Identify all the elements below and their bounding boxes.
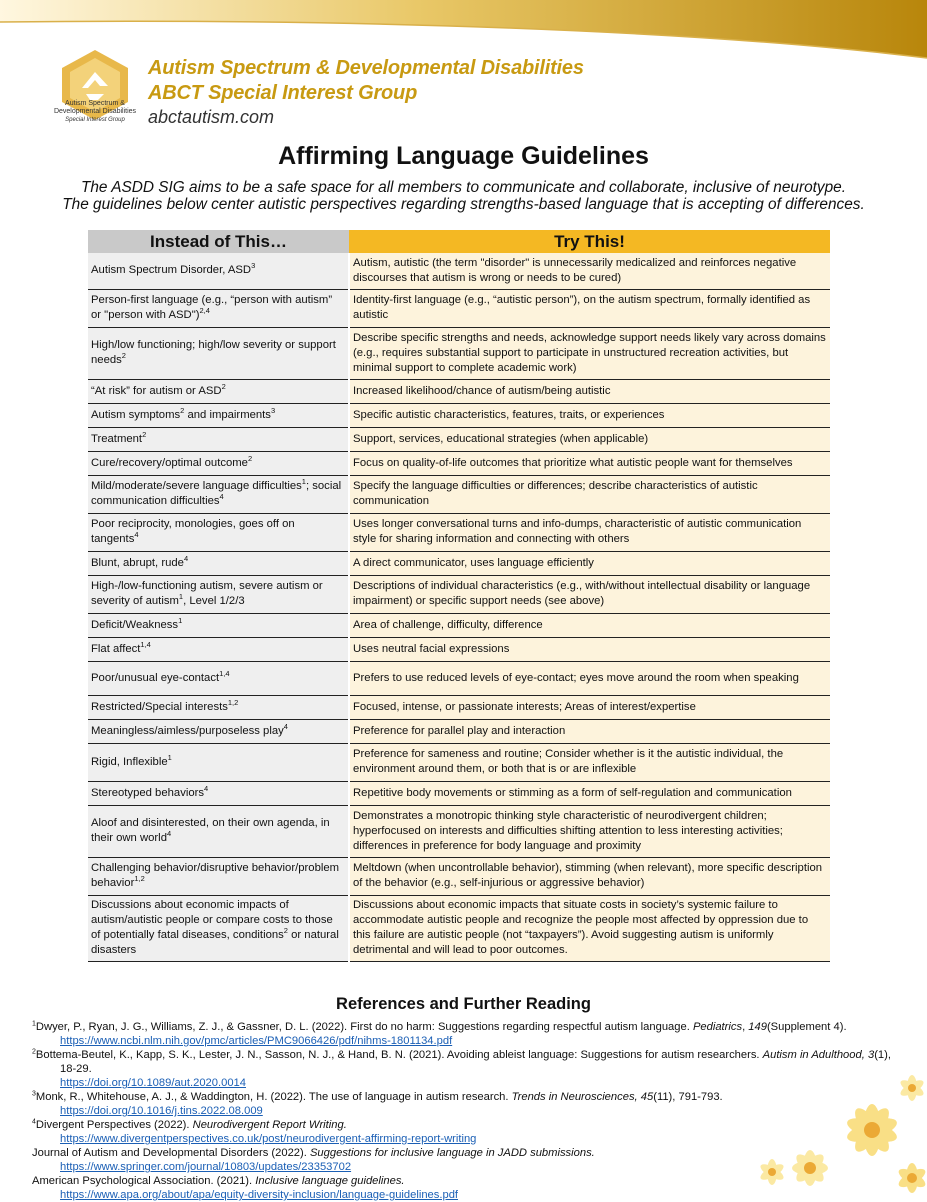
table-row	[88, 327, 830, 379]
table-row	[88, 719, 830, 743]
instead-cell	[88, 637, 349, 661]
try-cell: Preference for parallel play and interaction	[349, 719, 830, 743]
instead-cell	[88, 551, 349, 575]
try-cell: Specify the language difficulties or differences; describe characteristics of autistic communication	[349, 475, 830, 513]
column-header-instead: Instead of This…	[88, 230, 349, 253]
try-cell: A direct communicator, uses language efficiently	[349, 551, 830, 575]
table-row	[88, 403, 830, 427]
reference-superscript: 4	[166, 829, 172, 839]
instead-cell	[88, 857, 349, 895]
try-cell: Identity-first language (e.g., “autistic person”), on the autism spectrum, formally identified as autistic	[349, 289, 830, 327]
instead-text: Person-first language (e.g., “person with autism” or "person with ASD")	[91, 294, 333, 321]
table-row	[88, 513, 830, 551]
try-cell: Increased likelihood/chance of autism/being autistic	[349, 379, 830, 403]
reference-superscript: 2	[180, 405, 185, 415]
reference-item	[32, 1020, 892, 1048]
try-cell: Autism, autistic (the term "disorder" is unnecessarily medicalized and reinforces negative discourses that autism is wrong or needs to be cured)	[349, 253, 830, 289]
reference-details: (11), 791-793.	[653, 1091, 723, 1103]
try-cell: Preference for sameness and routine; Consider whether is it the autistic individual, the environment around them, or both that is or are inflexible	[349, 743, 830, 781]
try-cell: Descriptions of individual characteristics (e.g., with/without intellectual disability or language impairment) or specific support needs (see above)	[349, 575, 830, 613]
reference-text: American Psychological Association. (2021).	[32, 1175, 256, 1187]
instead-cell	[88, 427, 349, 451]
reference-source: Inclusive language guidelines.	[255, 1175, 405, 1187]
reference-link[interactable]: https://www.apa.org/about/apa/equity-diversity-inclusion/language-guidelines.pdf	[60, 1189, 459, 1201]
page-title: Affirming Language Guidelines	[278, 142, 649, 170]
reference-superscript: 2	[142, 429, 147, 439]
instead-cell	[88, 475, 349, 513]
reference-superscript: 3	[251, 261, 256, 271]
instead-text: Blunt, abrupt, rude	[91, 556, 184, 569]
table-row	[88, 781, 830, 805]
logo-caption-line3: Special Interest Group	[65, 117, 125, 123]
reference-superscript: 1,2	[227, 697, 239, 707]
instead-cell	[88, 379, 349, 403]
reference-separator: ,	[742, 1021, 749, 1033]
reference-text: Monk, R., Whitehouse, A. J., & Waddington, H. (2022). The use of language in autism research.	[35, 1091, 512, 1103]
instead-cell	[88, 253, 349, 289]
try-cell: Focused, intense, or passionate interests; Areas of interest/expertise	[349, 695, 830, 719]
reference-superscript: 4	[283, 721, 288, 731]
table-row	[88, 451, 830, 475]
instead-text: Meaningless/aimless/purposeless play	[91, 724, 284, 737]
try-cell: Demonstrates a monotropic thinking style characteristic of neurodivergent children; hyperfocused on interests and difficulties shifting attention to less interesting activities; differences in preference for body language and proximity	[349, 805, 830, 857]
reference-superscript: 1	[178, 592, 184, 602]
reference-volume: 149	[748, 1021, 767, 1033]
instead-text-continued: or natural disasters	[91, 929, 339, 956]
reference-superscript: 1	[301, 477, 306, 487]
references-title: References and Further Reading	[336, 995, 591, 1013]
reference-superscript: 4	[134, 530, 139, 540]
instead-cell	[88, 661, 349, 695]
try-cell: Area of challenge, difficulty, difference	[349, 613, 830, 637]
instead-text-continued: ; social communication difficulties	[91, 480, 342, 507]
try-cell: Repetitive body movements or stimming as a form of self-regulation and communication	[349, 781, 830, 805]
reference-superscript: 4	[219, 492, 224, 502]
instead-text-continued: , Level 1/2/3	[183, 595, 245, 607]
website-url[interactable]: abctautism.com	[148, 107, 275, 127]
reference-source: Pediatrics	[692, 1021, 743, 1033]
instead-text: Autism symptoms	[91, 408, 181, 421]
reference-number: 2	[32, 1048, 36, 1056]
reference-superscript: 4	[183, 553, 189, 563]
instead-cell	[88, 743, 349, 781]
table-row	[88, 379, 830, 403]
instead-cell	[88, 451, 349, 475]
reference-text: Journal of Autism and Developmental Disorders (2022).	[32, 1147, 310, 1159]
reference-source: Trends in Neurosciences,	[511, 1091, 638, 1103]
reference-superscript: 1	[167, 752, 172, 762]
instead-text: High-/low-functioning autism, severe autism or severity of autism	[91, 580, 323, 607]
instead-text: Poor/unusual eye-contact	[91, 671, 220, 684]
reference-text: Bottema-Beutel, K., Kapp, S. K., Lester, J. N., Sasson, N. J., & Hand, B. N. (2021). Avoiding ableist language: Suggestions for autism researchers.	[35, 1049, 763, 1061]
try-cell: Meltdown (when uncontrollable behavior), stimming (when relevant), more specific description of the behavior (e.g., self-injurious or aggressive behavior)	[349, 857, 830, 895]
instead-cell	[88, 719, 349, 743]
reference-details: (Supplement 4).	[766, 1021, 847, 1033]
instead-text: Aloof and disinterested, on their own agenda, in their own world	[91, 817, 330, 844]
table-row	[88, 427, 830, 451]
table-row	[88, 805, 830, 857]
instead-text: Stereotyped behaviors	[91, 786, 205, 799]
column-header-try: Try This!	[349, 230, 830, 253]
reference-source: Autism in Adulthood,	[762, 1049, 865, 1061]
reference-superscript: 3	[270, 405, 276, 415]
try-cell: Prefers to use reduced levels of eye-contact; eyes move around the room when speaking	[349, 661, 830, 695]
reference-link[interactable]: https://www.ncbi.nlm.nih.gov/pmc/articles/PMC9066426/pdf/nihms-1801134.pdf	[60, 1035, 453, 1047]
instead-text: Rigid, Inflexible	[91, 755, 168, 768]
reference-text: Divergent Perspectives (2022).	[35, 1119, 193, 1131]
reference-superscript: 1,4	[140, 639, 151, 649]
reference-link[interactable]: https://doi.org/10.1016/j.tins.2022.08.009	[60, 1105, 263, 1117]
org-name-line2: ABCT Special Interest Group	[148, 82, 418, 104]
org-name-line1: Autism Spectrum & Developmental Disabilities	[148, 57, 584, 79]
language-guidelines-table	[88, 230, 830, 962]
logo-caption-line2: Developmental Disabilities	[53, 108, 137, 115]
reference-superscript: 1	[178, 615, 183, 625]
instead-cell	[88, 895, 349, 961]
table-row	[88, 857, 830, 895]
table-row	[88, 695, 830, 719]
try-cell: Specific autistic characteristics, features, traits, or experiences	[349, 403, 830, 427]
try-cell: Support, services, educational strategies (when applicable)	[349, 427, 830, 451]
flower-decoration	[752, 1068, 927, 1200]
reference-superscript: 2	[221, 381, 226, 391]
reference-superscript: 2,4	[199, 306, 210, 316]
instead-cell	[88, 695, 349, 719]
table-row	[88, 613, 830, 637]
try-cell: Uses longer conversational turns and info-dumps, characteristic of autistic communication style for sharing information and connecting with others	[349, 513, 830, 551]
table-row	[88, 253, 830, 289]
instead-text: Deficit/Weakness	[91, 618, 179, 631]
reference-details: (1), 18-29.	[60, 1049, 891, 1075]
header-gold-swoosh	[0, 0, 927, 60]
table-row	[88, 289, 830, 327]
instead-cell	[88, 781, 349, 805]
instead-cell	[88, 805, 349, 857]
reference-superscript: 1,2	[134, 874, 145, 884]
table-row	[88, 551, 830, 575]
instead-text: Mild/moderate/severe language difficulties	[91, 480, 302, 492]
try-cell: Uses neutral facial expressions	[349, 637, 830, 661]
reference-volume: 45	[640, 1091, 654, 1103]
try-cell: Discussions about economic impacts that situate costs in society’s systemic failure to accommodate autistic people and recognize the people most affected by oppression due to this failure are autistic people (not “taxpayers”). Avoid suggesting autism is uniformly detrimental and will lead to poor outcomes.	[349, 895, 830, 961]
table-row	[88, 895, 830, 961]
intro-line2: The guidelines below center autistic perspectives regarding strengths-based language that is accepting of differences.	[62, 196, 865, 213]
instead-text: Autism Spectrum Disorder, ASD	[91, 264, 252, 277]
reference-link[interactable]: https://www.springer.com/journal/10803/updates/23353702	[60, 1161, 352, 1173]
reference-superscript: 2	[283, 926, 288, 936]
intro-text	[0, 179, 927, 213]
instead-cell	[88, 613, 349, 637]
logo-caption-line1: Autism Spectrum &	[65, 100, 125, 107]
instead-cell	[88, 575, 349, 613]
instead-cell	[88, 403, 349, 427]
reference-volume: 3	[867, 1049, 875, 1061]
instead-text: Poor reciprocity, monologies, goes off on tangents	[91, 518, 295, 545]
instead-cell	[88, 513, 349, 551]
reference-number: 4	[32, 1118, 36, 1126]
reference-superscript: 2	[121, 351, 126, 361]
instead-text: Treatment	[91, 432, 143, 445]
reference-source: Neurodivergent Report Writing.	[192, 1119, 347, 1131]
instead-text: Flat affect	[91, 642, 141, 655]
reference-number: 3	[32, 1090, 36, 1098]
table-row	[88, 661, 830, 695]
table-row	[88, 575, 830, 613]
reference-superscript: 4	[204, 783, 209, 793]
instead-text: Restricted/Special interests	[91, 700, 228, 713]
instead-text: Discussions about economic impacts of autism/autistic people or compare costs to those of potentially fatal diseases, conditions	[91, 899, 333, 941]
reference-text: Dwyer, P., Ryan, J. G., Williams, Z. J., & Gassner, D. L. (2022). First do no harm: Suggestions regarding respectful autism language.	[35, 1021, 693, 1033]
instead-cell	[88, 289, 349, 327]
table-row	[88, 743, 830, 781]
reference-number: 1	[32, 1020, 36, 1028]
instead-text: High/low functioning; high/low severity or support needs	[91, 339, 336, 366]
reference-link[interactable]: https://doi.org/10.1089/aut.2020.0014	[60, 1077, 246, 1089]
org-name	[148, 56, 584, 106]
intro-line1: The ASDD SIG aims to be a safe space for all members to communicate and collaborate, inclusive of neurotype.	[80, 179, 847, 196]
try-cell: Focus on quality-of-life outcomes that prioritize what autistic people want for themselves	[349, 451, 830, 475]
try-cell: Describe specific strengths and needs, acknowledge support needs likely vary across domains (e.g., requires substantial support to participate in unstructured recreation activities, but minimal support to complete academic work)	[349, 327, 830, 379]
instead-text: Cure/recovery/optimal outcome	[91, 456, 248, 469]
instead-text: “At risk” for autism or ASD	[91, 384, 222, 397]
table-row	[88, 475, 830, 513]
reference-superscript: 1,4	[219, 668, 230, 678]
instead-cell	[88, 327, 349, 379]
reference-superscript: 2	[247, 453, 253, 463]
logo-caption	[50, 100, 140, 124]
reference-source: Suggestions for inclusive language in JADD submissions.	[309, 1147, 595, 1159]
table-row	[88, 637, 830, 661]
instead-text-continued: and impairments	[184, 408, 271, 421]
reference-link[interactable]: https://www.divergentperspectives.co.uk/post/neurodivergent-affirming-report-writing	[60, 1133, 477, 1145]
instead-text: Challenging behavior/disruptive behavior/problem behavior	[91, 862, 340, 889]
